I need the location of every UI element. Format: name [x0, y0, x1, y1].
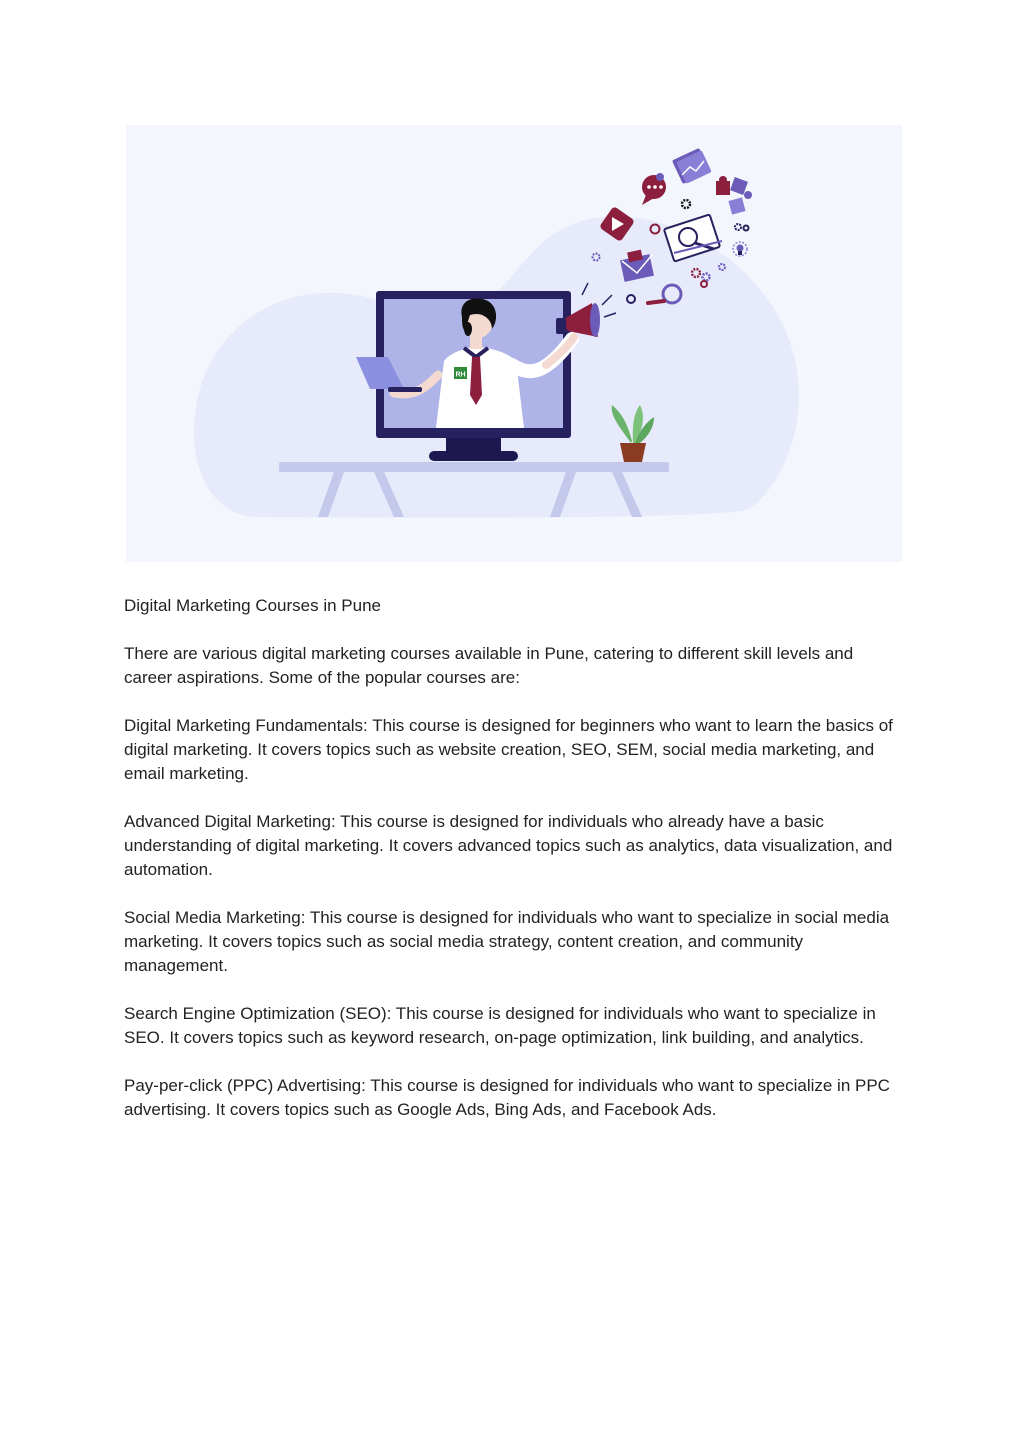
- course-paragraph-fundamentals: Digital Marketing Fundamentals: This course is designed for beginners who want to learn the basics of digital marketing. It covers topics such as website creation, SEO, SEM, social media marketing, and email marketing.: [124, 716, 893, 783]
- course-paragraph-ppc: Pay-per-click (PPC) Advertising: This course is designed for individuals who want to specialize in PPC advertising. It covers topics such as Google Ads, Bing Ads, and Facebook Ads.: [124, 1076, 890, 1119]
- chart-book-icon: [672, 148, 712, 184]
- intro-paragraph: There are various digital marketing courses available in Pune, catering to different skill levels and career aspirations. Some of the popular courses are:: [124, 644, 854, 687]
- digital-marketing-illustration: [126, 125, 902, 562]
- course-paragraph-seo: Search Engine Optimization (SEO): This course is designed for individuals who want to specialize in SEO. It covers topics such as keyword research, on-page optimization, link building, and analytics.: [124, 1004, 876, 1047]
- hero-illustration: [126, 125, 902, 562]
- badge-text: RH: [455, 371, 466, 379]
- lightbulb-icon: [733, 242, 747, 256]
- course-paragraph-advanced: Advanced Digital Marketing: This course is designed for individuals who already have a basic understanding of digital marketing. It covers advanced topics such as analytics, data visualization, and automation.: [124, 812, 893, 879]
- puzzle-icon: [716, 176, 752, 215]
- tie: [470, 357, 482, 405]
- document-body: [124, 594, 904, 1146]
- document-title: Digital Marketing Courses in Pune: [124, 596, 382, 615]
- chat-bubble-icon: [642, 173, 666, 205]
- course-paragraph-social-media: Social Media Marketing: This course is designed for individuals who want to specialize in social media marketing. It covers topics such as social media strategy, content creation, and community management.: [124, 908, 890, 975]
